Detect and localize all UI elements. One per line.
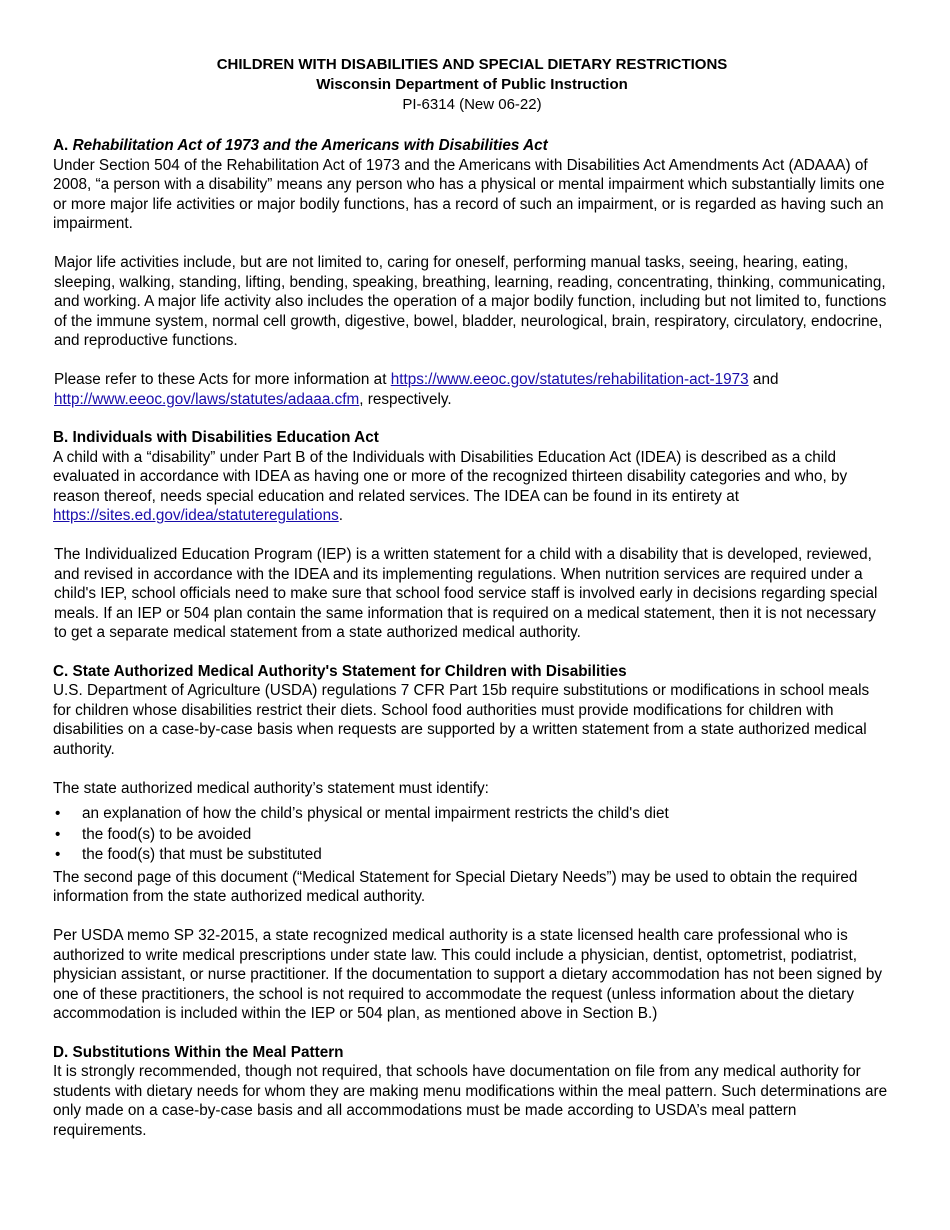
section-c-heading: C. State Authorized Medical Authority's Statement for Children with Disabilities bbox=[53, 662, 627, 680]
section-b-p1-text: A child with a “disability” under Part B of the Individuals with Disabilities Education Act (IDEA) is described as a child evaluated in accordance with IDEA as having one or more of the recognized thirteen disability categories and who, by reason thereof, needs special education and related services. The IDEA can be found in its entirety at bbox=[53, 448, 848, 505]
section-b-p1-end: . bbox=[338, 507, 343, 524]
section-a-title: Rehabilitation Act of 1973 and the Americans with Disabilities Act bbox=[72, 137, 548, 154]
section-c-paragraph-2: The state authorized medical authority’s statement must identify: bbox=[53, 779, 489, 797]
section-a-letter: A. bbox=[53, 137, 69, 154]
bullet-icon: • bbox=[55, 846, 61, 863]
section-d bbox=[53, 1043, 891, 1141]
document-header bbox=[53, 55, 891, 115]
adaaa-link[interactable]: http://www.eeoc.gov/laws/statutes/adaaa.cfm bbox=[54, 390, 360, 408]
list-item: • the food(s) that must be substituted bbox=[53, 845, 891, 866]
section-c-paragraph-1: U.S. Department of Agriculture (USDA) regulations 7 CFR Part 15b require substitutions or modifications in school meals for children whose disabilities restrict their diets. School food authorities must provide modifications for children with disabilities on a case-by-case basis when requests are supported by a written statement from a state authorized medical authority. bbox=[53, 682, 870, 758]
section-a-paragraph-3 bbox=[53, 370, 891, 409]
section-a-paragraph-1: Under Section 504 of the Rehabilitation Act of 1973 and the Americans with Disabilities Act Amendments Act (ADAAA) of 2008, “a person with a disability” means any person who has a physical or mental impairment which substantially limits one or more major life activities or major bodily functions, has a record of such an impairment, or is regarded as having such an impairment. bbox=[53, 156, 885, 232]
idea-statute-link[interactable]: https://sites.ed.gov/idea/statuteregulations bbox=[53, 507, 339, 524]
section-d-paragraph-1: It is strongly recommended, though not required, that schools have documentation on file from any medical authority for students with dietary needs for whom they are making menu modifications within the meal pattern. Such determinations are only made on a case-by-case basis and all accommodations must be made according to USDA’s meal pattern requirements. bbox=[53, 1063, 888, 1139]
document-title: CHILDREN WITH DISABILITIES AND SPECIAL DIETARY RESTRICTIONS bbox=[216, 56, 728, 73]
section-c bbox=[53, 662, 891, 1024]
document-page bbox=[53, 55, 891, 1140]
section-b-paragraph-2: The Individualized Education Program (IEP) is a written statement for a child with a disability that is developed, reviewed, and revised in accordance with the IDEA and its implementing regulations. When nutrition services are required under a child's IEP, school officials need to make sure that school food service staff is involved early in decisions regarding special meals. If an IEP or 504 plan contain the same information that is required on a medical statement, then it is not necessary to get a separate medical statement from a state authorized medical authority. bbox=[54, 546, 878, 641]
section-a-p3-mid: and bbox=[748, 371, 779, 388]
section-a-heading bbox=[53, 136, 891, 156]
section-b-paragraph-1 bbox=[53, 448, 891, 526]
bullet-icon: • bbox=[55, 825, 61, 843]
department-name: Wisconsin Department of Public Instruction bbox=[316, 76, 628, 93]
section-c-paragraph-4: Per USDA memo SP 32-2015, a state recognized medical authority is a state licensed health care professional who is authorized to write medical prescriptions under state law. This could include a physician, dentist, optometrist, podiatrist, physician assistant, or nurse practitioner. If the documentation to support a dietary accommodation has not been signed by one of these practitioners, the school is not required to accommodate the request (unless information about the dietary accommodation is included within the IEP or 504 plan, as mentioned above in Section B.) bbox=[53, 927, 883, 1022]
rehabilitation-act-link[interactable]: https://www.eeoc.gov/statutes/rehabilitation-act-1973 bbox=[390, 371, 749, 388]
bullet-icon: • bbox=[55, 805, 61, 822]
list-item: • an explanation of how the child’s physical or mental impairment restricts the child's diet bbox=[53, 804, 891, 825]
section-b bbox=[53, 428, 891, 643]
section-a bbox=[53, 136, 891, 409]
section-a-p3-lead: Please refer to these Acts for more information at bbox=[54, 371, 391, 388]
section-a-p3-tail: , respectively. bbox=[359, 390, 452, 408]
section-b-heading: B. Individuals with Disabilities Education Act bbox=[53, 429, 379, 446]
form-id: PI-6314 (New 06-22) bbox=[402, 96, 542, 113]
section-d-heading: D. Substitutions Within the Meal Pattern bbox=[53, 1043, 344, 1061]
list-item: • the food(s) to be avoided bbox=[53, 825, 891, 846]
section-c-paragraph-3: The second page of this document (“Medical Statement for Special Dietary Needs”) may be used to obtain the required information from the state authorized medical authority. bbox=[53, 868, 858, 905]
section-a-paragraph-2: Major life activities include, but are not limited to, caring for oneself, performing manual tasks, seeing, hearing, eating, sleeping, walking, standing, lifting, bending, speaking, breathing, learning, reading, concentrating, thinking, communicating, and working. A major life activity also includes the operation of a major bodily function, including but not limited to, functions of the immune system, normal cell growth, digestive, bowel, bladder, neurological, brain, respiratory, circulatory, endocrine, and reproductive functions. bbox=[54, 254, 887, 349]
requirements-list bbox=[53, 804, 891, 866]
